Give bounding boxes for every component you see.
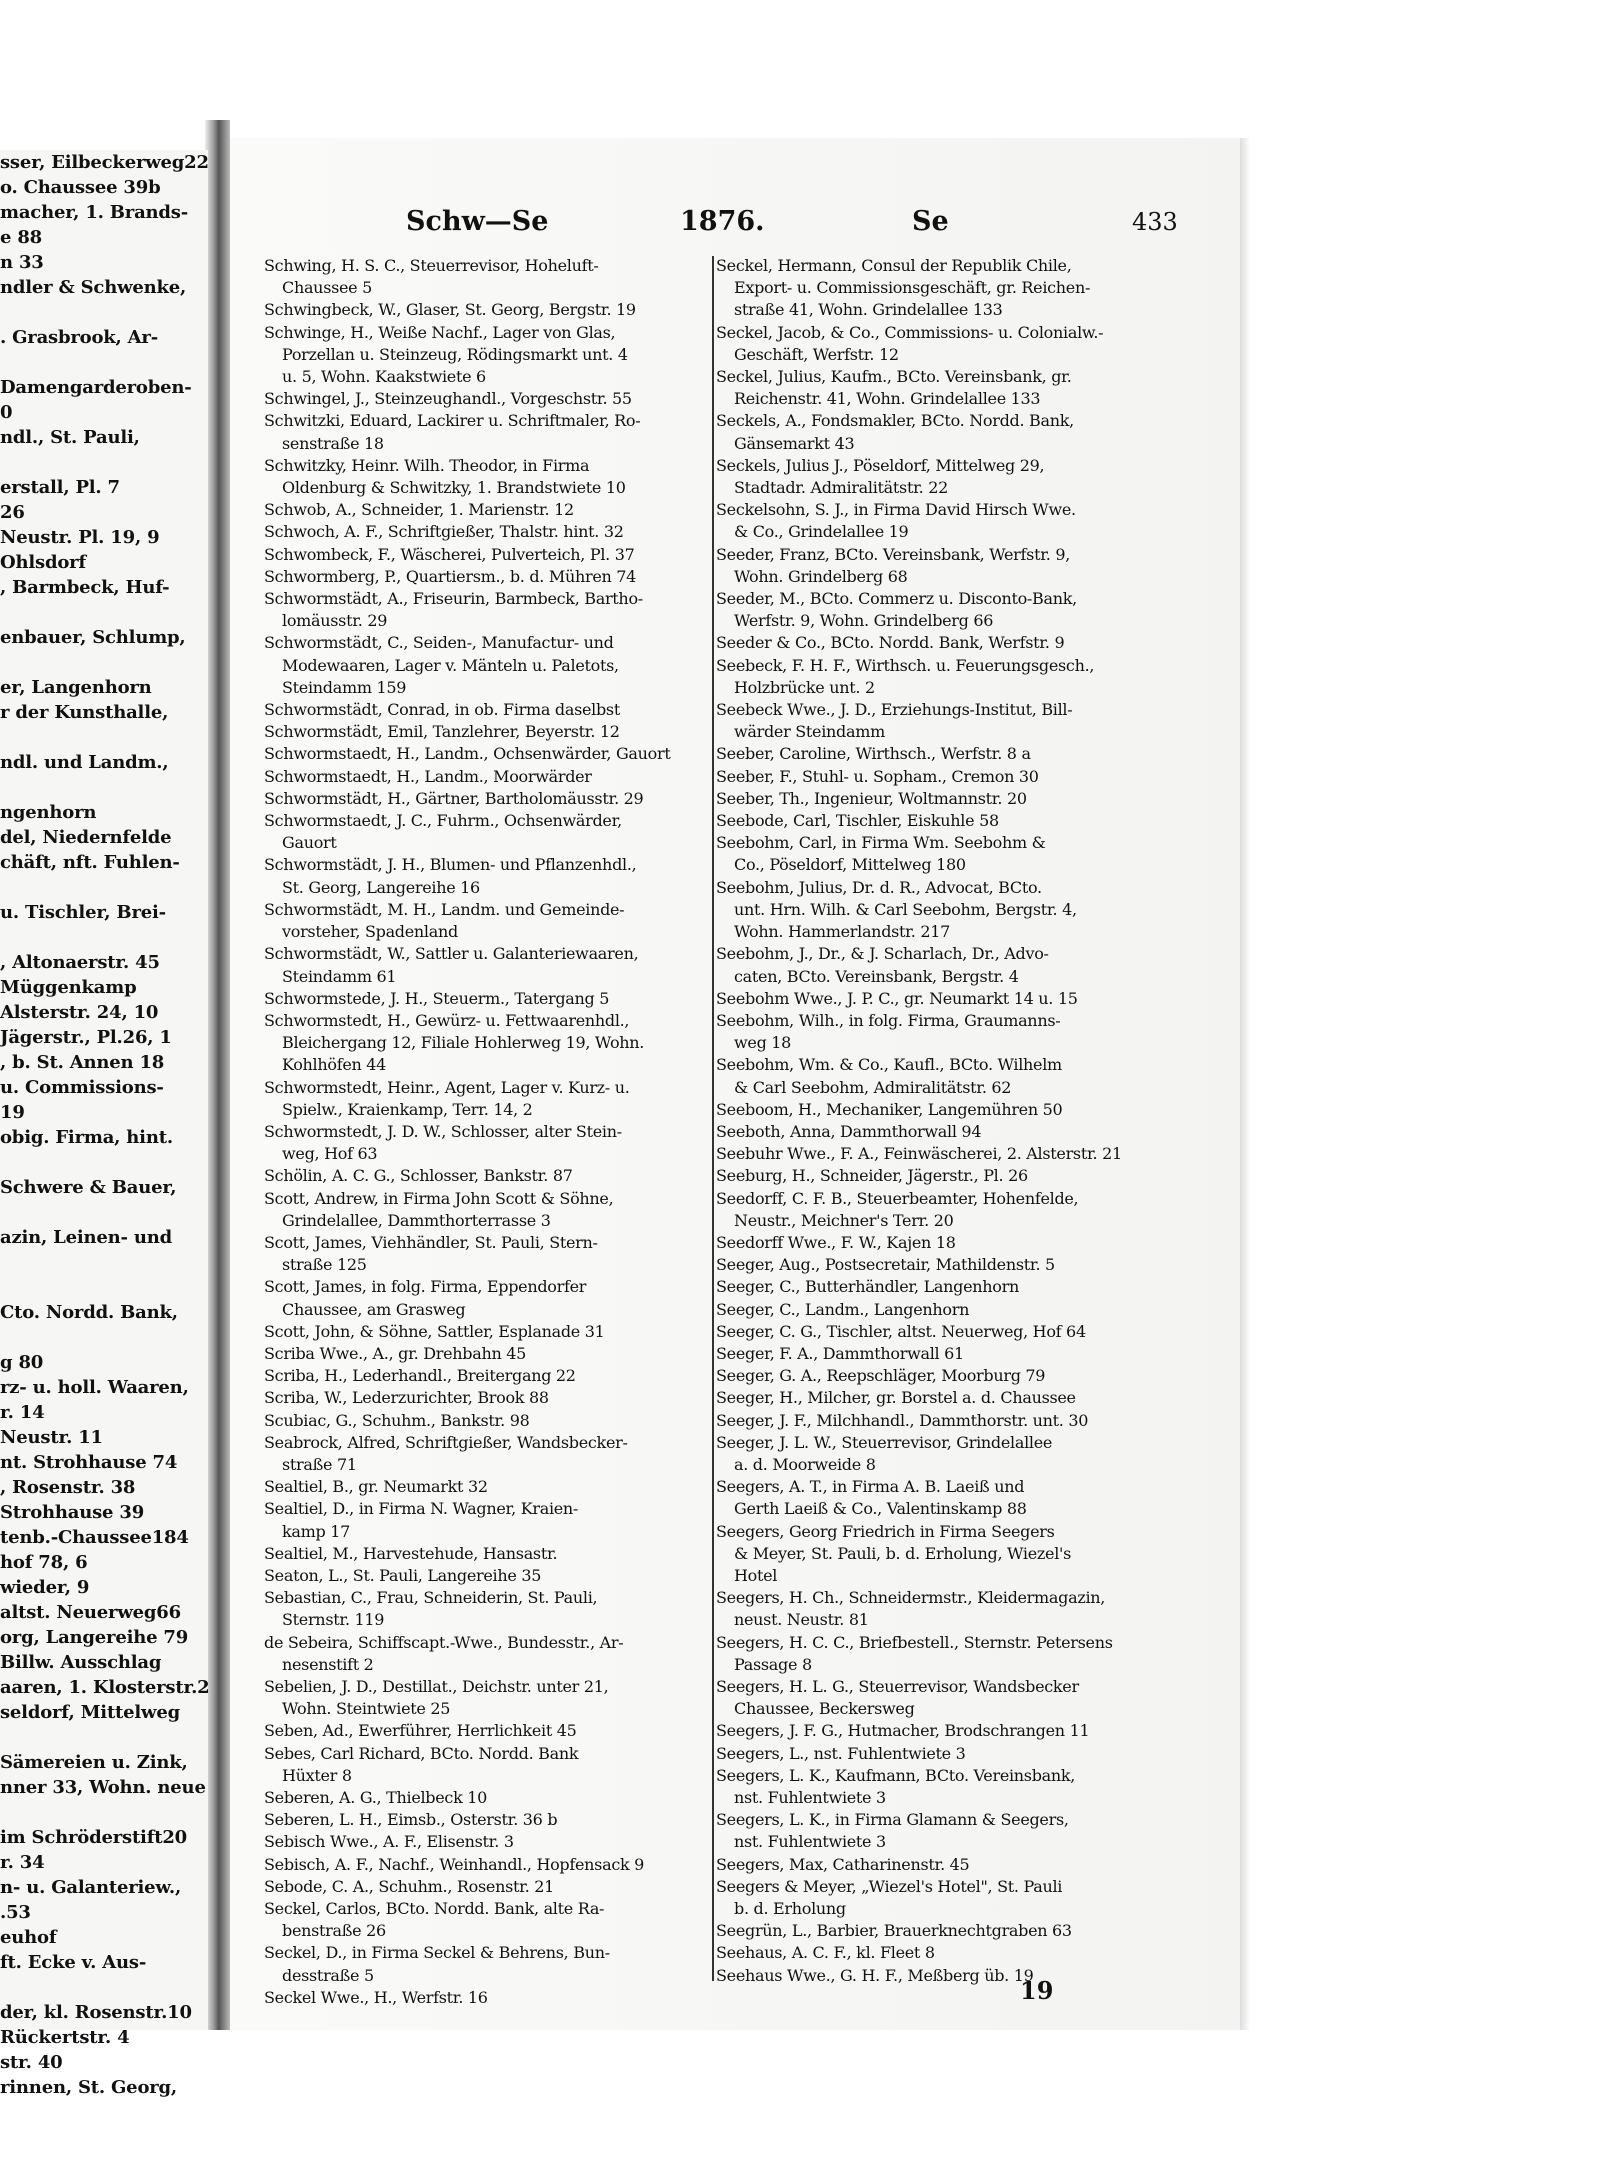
directory-entry-line: weg 18 (734, 1033, 792, 1053)
directory-entry-line: Seebohm, Wilh., in folg. Firma, Graumanns- (716, 1010, 1061, 1030)
directory-entry-line: Grindelallee, Dammthorterrasse 3 (282, 1210, 551, 1230)
directory-entry-line: straße 41, Wohn. Grindelallee 133 (734, 300, 1003, 320)
directory-entry-line: Seckels, A., Fondsmakler, BCto. Nordd. Bank, (716, 411, 1074, 431)
directory-entry-line: Seegrün, L., Barbier, Brauerknechtgraben 63 (716, 1921, 1072, 1941)
directory-entry-line: Schwitzki, Eduard, Lackirer u. Schriftmaler, Ro- (264, 411, 641, 431)
directory-entry-line: Spielw., Kraienkamp, Terr. 14, 2 (282, 1099, 533, 1119)
directory-entry-line: Seckel, Jacob, & Co., Commissions- u. Colonialw.- (716, 322, 1104, 342)
directory-entry-line: Seeboth, Anna, Dammthorwall 94 (716, 1121, 982, 1141)
directory-entry-line: Reichenstr. 41, Wohn. Grindelallee 133 (734, 389, 1041, 409)
left-page-line: , Barmbeck, Huf- (0, 577, 170, 598)
left-page-line: er, Langenhorn (0, 677, 152, 698)
left-page-line: euhof (0, 1927, 57, 1948)
directory-entry-line: neust. Neustr. 81 (734, 1610, 869, 1630)
directory-entry-line: Seeber, F., Stuhl- u. Sopham., Cremon 30 (716, 766, 1039, 786)
directory-entry-line: Scott, John, & Söhne, Sattler, Esplanade 31 (264, 1321, 605, 1341)
directory-entry-line: vorsteher, Spadenland (282, 922, 458, 942)
left-page-line: r. 34 (0, 1852, 45, 1873)
directory-entry-line: Seckels, Julius J., Pöseldorf, Mittelweg 29, (716, 455, 1045, 475)
directory-entry-line: Seegers, H. C. C., Briefbestell., Sternstr. Petersens (716, 1632, 1113, 1652)
directory-entry-line: Seegers, H. L. G., Steuerrevisor, Wandsbecker (716, 1677, 1079, 1696)
directory-entry-line: Seebode, Carl, Tischler, Eiskuhle 58 (716, 811, 999, 831)
directory-entry-line: nst. Fuhlentwiete 3 (734, 1832, 886, 1852)
directory-entry-line: Seegers, A. T., in Firma A. B. Laeiß und (716, 1477, 1025, 1497)
directory-entry-line: Seebuhr Wwe., F. A., Feinwäscherei, 2. Alsterstr. 21 (716, 1144, 1122, 1164)
header-range-right: Se (912, 206, 949, 237)
directory-entry-line: benstraße 26 (282, 1921, 386, 1941)
directory-entry-line: Sebisch, A. F., Nachf., Weinhandl., Hopfensack 9 (264, 1854, 645, 1874)
directory-entry-line: Seeber, Th., Ingenieur, Woltmannstr. 20 (716, 788, 1027, 808)
directory-entry-line: Seegers, Max, Catharinenstr. 45 (716, 1854, 970, 1874)
directory-entry-line: senstraße 18 (282, 433, 384, 453)
directory-entry-line: Oldenburg & Schwitzky, 1. Brandstwiete 10 (282, 478, 626, 498)
directory-entry-line: Gauort (282, 833, 337, 853)
directory-entry-line: Seebohm, Carl, in Firma Wm. Seebohm & (716, 833, 1046, 853)
directory-entry-line: Scott, James, Viehhändler, St. Pauli, Stern- (264, 1232, 598, 1252)
left-page-line: .53 (0, 1902, 31, 1923)
directory-entry-line: Porzellan u. Steinzeug, Rödingsmarkt unt. 4 (282, 344, 628, 364)
left-page-line: u. Commissions- (0, 1077, 164, 1098)
directory-entry-line: Seben, Ad., Ewerführer, Herrlichkeit 45 (264, 1721, 577, 1741)
directory-entry-line: Sternstr. 119 (282, 1610, 385, 1630)
directory-entry-line: Sebelien, J. D., Destillat., Deichstr. unter 21, (264, 1677, 609, 1696)
directory-entry-line: Sealtiel, B., gr. Neumarkt 32 (264, 1477, 488, 1497)
directory-entry-line: Seedorff, C. F. B., Steuerbeamter, Hohenfelde, (716, 1188, 1079, 1208)
left-page-line: del, Niedernfelde (0, 827, 172, 848)
directory-entry-line: Seeber, Caroline, Wirthsch., Werfstr. 8 a (716, 744, 1031, 764)
directory-entry-line: lomäusstr. 29 (282, 611, 388, 631)
left-page-line: seldorf, Mittelweg (0, 1702, 180, 1723)
directory-entry-line: caten, BCto. Vereinsbank, Bergstr. 4 (734, 966, 1019, 986)
directory-entry-line: Kohlhöfen 44 (282, 1055, 387, 1075)
left-page-line: azin, Leinen- und (0, 1227, 173, 1248)
directory-entry-line: Schwormstädt, M. H., Landm. und Gemeinde- (264, 899, 625, 919)
directory-entry-line: Sebes, Carl Richard, BCto. Nordd. Bank (264, 1743, 579, 1763)
left-page-line: str. 40 (0, 2052, 63, 2073)
directory-entry-line: Seckelsohn, S. J., in Firma David Hirsch Wwe. (716, 500, 1076, 520)
directory-entry-line: Sebode, C. A., Schuhm., Rosenstr. 21 (264, 1876, 555, 1896)
directory-entry-line: Neustr., Meichner's Terr. 20 (734, 1210, 954, 1230)
directory-entry-line: de Sebeira, Schiffscapt.-Wwe., Bundesstr., Ar- (264, 1632, 624, 1652)
directory-entry-line: Schwormstädt, W., Sattler u. Galanteriewaaren, (264, 944, 639, 964)
directory-entry-line: & Carl Seebohm, Admiralitätstr. 62 (734, 1077, 1012, 1097)
left-page-line: macher, 1. Brands- (0, 202, 189, 223)
left-page-line: Ohlsdorf (0, 552, 86, 573)
left-page-line: rinnen, St. Georg, (0, 2077, 177, 2098)
left-page-line: 19 (0, 1102, 25, 1123)
directory-entry-line: St. Georg, Langereihe 16 (282, 877, 480, 897)
directory-entry-line: Seckel, Carlos, BCto. Nordd. Bank, alte Ra- (264, 1899, 605, 1919)
directory-entry-line: Seeger, J. F., Milchhandl., Dammthorstr. unt. 30 (716, 1410, 1089, 1430)
left-page-line: n 33 (0, 252, 44, 273)
directory-entry-line: Seehaus Wwe., G. H. F., Meßberg üb. 19 (716, 1965, 1034, 1985)
left-page-line: chäft, nft. Fuhlen- (0, 852, 180, 873)
left-page-line: Neustr. Pl. 19, 9 (0, 527, 160, 548)
directory-entry-line: b. d. Erholung (734, 1899, 846, 1919)
directory-entry-line: Schwormstaedt, J. C., Fuhrm., Ochsenwärder, (264, 811, 622, 831)
directory-entry-line: Schölin, A. C. G., Schlosser, Bankstr. 87 (264, 1166, 573, 1186)
left-page-line: altst. Neuerweg66 (0, 1602, 181, 1623)
left-page-line: n- u. Galanteriew., (0, 1877, 182, 1898)
directory-entry-line: Schwormstedt, Heinr., Agent, Lager v. Kurz- u. (264, 1077, 630, 1097)
directory-entry-line: Schwing, H. S. C., Steuerrevisor, Hoheluft- (264, 256, 599, 275)
left-column (264, 255, 734, 2009)
left-page-line: erstall, Pl. 7 (0, 477, 120, 498)
directory-entry-line: Steindamm 61 (282, 966, 397, 986)
left-page-line: im Schröderstift20 (0, 1827, 187, 1848)
left-page-line: , Altonaerstr. 45 (0, 952, 160, 973)
directory-entry-line: Seeger, Aug., Postsecretair, Mathildenstr. 5 (716, 1255, 1055, 1275)
directory-entry-line: Schwingel, J., Steinzeughandl., Vorgeschstr. 55 (264, 389, 632, 409)
directory-entry-line: Schwormstädt, H., Gärtner, Bartholomäusstr. 29 (264, 788, 644, 808)
left-page-line: Müggenkamp (0, 977, 137, 998)
directory-entry-line: Steindamm 159 (282, 677, 407, 697)
left-page-line: ngenhorn (0, 802, 97, 823)
directory-entry-line: Hüxter 8 (282, 1765, 352, 1785)
left-page-line: wieder, 9 (0, 1577, 90, 1598)
directory-entry-line: Seckel, Hermann, Consul der Republik Chile, (716, 256, 1072, 275)
left-page-line: . Grasbrook, Ar- (0, 327, 158, 348)
left-page-line: 0 (0, 402, 13, 423)
left-page-line: Schwere & Bauer, (0, 1177, 177, 1198)
directory-entry-line: Seckel, Julius, Kaufm., BCto. Vereinsbank, gr. (716, 367, 1072, 387)
directory-entry-line: Modewaaren, Lager v. Mänteln u. Paletots, (282, 655, 619, 675)
directory-entry-line: unt. Hrn. Wilh. & Carl Seebohm, Bergstr. 4, (734, 899, 1077, 919)
directory-entry-line: Scriba, H., Lederhandl., Breitergang 22 (264, 1366, 576, 1386)
directory-entry-line: Scott, Andrew, in Firma John Scott & Söhne, (264, 1188, 614, 1208)
left-page-line: obig. Firma, hint. (0, 1127, 173, 1148)
directory-entry-line: Seeger, J. L. W., Steuerrevisor, Grindelallee (716, 1432, 1053, 1452)
directory-entry-line: Schwormstädt, Emil, Tanzlehrer, Beyerstr. 12 (264, 722, 620, 742)
left-page-line: sser, Eilbeckerweg22 (0, 152, 209, 173)
page (230, 138, 1246, 2030)
directory-entry-line: Co., Pöseldorf, Mittelweg 180 (734, 855, 966, 875)
directory-entry-line: Schwormstädt, Conrad, in ob. Firma daselbst (264, 700, 620, 720)
directory-entry-line: Sealtiel, M., Harvestehude, Hansastr. (264, 1543, 558, 1563)
page-edge (1240, 138, 1250, 2030)
left-page-line: 26 (0, 502, 25, 523)
left-page-line: Alsterstr. 24, 10 (0, 1002, 159, 1023)
left-page-fragment (0, 150, 210, 2098)
gutter (205, 120, 230, 2030)
directory-entry-line: Seckel Wwe., H., Werfstr. 16 (264, 1987, 488, 2007)
left-page-line: r der Kunsthalle, (0, 702, 169, 723)
left-page-line: Sämereien u. Zink, (0, 1752, 188, 1773)
left-page-line: ndl. und Landm., (0, 752, 169, 773)
directory-entry-line: Schwormstädt, A., Friseurin, Barmbeck, Bartho- (264, 589, 643, 609)
directory-entry-line: Seabrock, Alfred, Schriftgießer, Wandsbecker- (264, 1432, 628, 1452)
directory-entry-line: Schwoch, A. F., Schriftgießer, Thalstr. hint. 32 (264, 522, 624, 542)
directory-entry-line: Schwombeck, F., Wäscherei, Pulverteich, Pl. 37 (264, 544, 635, 564)
left-page-line: Strohhause 39 (0, 1502, 145, 1523)
directory-entry-line: Seegers & Meyer, „Wiezel's Hotel", St. Pauli (716, 1876, 1063, 1896)
directory-entry-line: Seebeck Wwe., J. D., Erziehungs-Institut, Bill- (716, 700, 1073, 720)
directory-entry-line: weg, Hof 63 (282, 1144, 378, 1164)
directory-entry-line: Seeger, F. A., Dammthorwall 61 (716, 1343, 964, 1363)
directory-entry-line: Seedorff Wwe., F. W., Kajen 18 (716, 1232, 956, 1252)
directory-entry-line: & Co., Grindelallee 19 (734, 522, 909, 542)
directory-entry-line: Schwitzky, Heinr. Wilh. Theodor, in Firma (264, 455, 590, 475)
left-page-line: ndl., St. Pauli, (0, 427, 140, 448)
directory-entry-line: Gerth Laeiß & Co., Valentinskamp 88 (734, 1499, 1027, 1519)
directory-entry-line: Seegers, Georg Friedrich in Firma Seegers (716, 1521, 1055, 1541)
directory-entry-line: Geschäft, Werfstr. 12 (734, 344, 899, 364)
directory-entry-line: wärder Steindamm (734, 722, 885, 742)
directory-entry-line: Chaussee, Beckersweg (734, 1699, 915, 1719)
directory-entry-line: Seeger, C. G., Tischler, altst. Neuerweg, Hof 64 (716, 1321, 1086, 1341)
left-page-line: u. Tischler, Brei- (0, 902, 166, 923)
directory-entry-line: a. d. Moorweide 8 (734, 1454, 876, 1474)
left-page-line: ft. Ecke v. Aus- (0, 1952, 147, 1973)
directory-entry-line: straße 125 (282, 1255, 367, 1275)
directory-entry-line: Schwormstädt, J. H., Blumen- und Pflanzenhdl., (264, 855, 637, 875)
directory-entry-line: Schwingbeck, W., Glaser, St. Georg, Bergstr. 19 (264, 300, 636, 320)
directory-entry-line: Seebohm, J., Dr., & J. Scharlach, Dr., Advo- (716, 944, 1049, 964)
left-page-line: Cto. Nordd. Bank, (0, 1302, 178, 1323)
directory-entry-line: Schwormstaedt, H., Landm., Ochsenwärder, Gauort (264, 744, 671, 764)
directory-entry-line: Wohn. Grindelberg 68 (734, 566, 908, 586)
directory-entry-line: Wohn. Hammerlandstr. 217 (734, 922, 950, 942)
left-page-line: ndler & Schwenke, (0, 277, 187, 298)
directory-entry-line: kamp 17 (282, 1521, 350, 1541)
page-header (230, 206, 1246, 248)
signature-mark: 19 (1020, 1976, 1054, 2005)
header-range-left: Schw—Se (406, 206, 549, 237)
left-page-line: , b. St. Annen 18 (0, 1052, 165, 1073)
directory-entry-line: Gänsemarkt 43 (734, 433, 855, 453)
directory-entry-line: nesenstift 2 (282, 1654, 374, 1674)
directory-entry-line: Seberen, L. H., Eimsb., Osterstr. 36 b (264, 1810, 558, 1830)
left-page-line: Rückertstr. 4 (0, 2027, 130, 2048)
directory-entry-line: u. 5, Wohn. Kaakstwiete 6 (282, 367, 486, 387)
directory-entry-line: Holzbrücke unt. 2 (734, 677, 875, 697)
directory-entry-line: Seebohm Wwe., J. P. C., gr. Neumarkt 14 u. 15 (716, 988, 1078, 1008)
left-page-line: nner 33, Wohn. neue (0, 1777, 206, 1798)
directory-entry-line: Bleichergang 12, Filiale Hohlerweg 19, Wohn. (282, 1033, 645, 1053)
directory-entry-line: Seeger, H., Milcher, gr. Borstel a. d. Chaussee (716, 1388, 1076, 1408)
directory-entry-line: Seberen, A. G., Thielbeck 10 (264, 1788, 488, 1808)
directory-entry-line: Seeboom, H., Mechaniker, Langemühren 50 (716, 1099, 1063, 1119)
header-year: 1876. (680, 206, 765, 237)
left-page-line: tenb.-Chaussee184 (0, 1527, 189, 1548)
directory-entry-line: Seeger, C., Landm., Langenhorn (716, 1299, 970, 1319)
directory-entry-line: Seeder & Co., BCto. Nordd. Bank, Werfstr. 9 (716, 633, 1065, 653)
directory-entry-line: Schwormstedt, H., Gewürz- u. Fettwaarenhdl., (264, 1010, 630, 1030)
left-page-line: hof 78, 6 (0, 1552, 88, 1573)
directory-entry-line: Stadtadr. Admiralitätstr. 22 (734, 478, 949, 498)
directory-entry-line: Seegers, J. F. G., Hutmacher, Brodschrangen 11 (716, 1721, 1090, 1741)
left-page-line: e 88 (0, 227, 42, 248)
left-page-line: Billw. Ausschlag (0, 1652, 162, 1673)
directory-entry-line: Schwormstädt, C., Seiden-, Manufactur- und (264, 633, 614, 653)
directory-entry-line: desstraße 5 (282, 1965, 374, 1985)
left-page-line: enbauer, Schlump, (0, 627, 186, 648)
left-page-line: org, Langereihe 79 (0, 1627, 189, 1648)
left-page-line: aaren, 1. Klosterstr.2 (0, 1677, 210, 1698)
directory-entry-line: Passage 8 (734, 1654, 812, 1674)
directory-entry-line: Seeder, Franz, BCto. Vereinsbank, Werfstr. 9, (716, 544, 1071, 564)
left-page-line: , Rosenstr. 38 (0, 1477, 136, 1498)
directory-entry-line: Wohn. Steintwiete 25 (282, 1699, 451, 1719)
directory-entry-line: Sealtiel, D., in Firma N. Wagner, Kraien- (264, 1499, 579, 1519)
directory-entry-line: Seegers, L. K., Kaufmann, BCto. Vereinsbank, (716, 1765, 1076, 1785)
directory-entry-line: & Meyer, St. Pauli, b. d. Erholung, Wiezel's (734, 1543, 1072, 1563)
left-page-line: Neustr. 11 (0, 1427, 103, 1448)
left-page-line: Damengarderoben- (0, 377, 192, 398)
directory-entry-line: Werfstr. 9, Wohn. Grindelberg 66 (734, 611, 994, 631)
directory-entry-line: Seckel, D., in Firma Seckel & Behrens, Bun- (264, 1943, 610, 1963)
directory-entry-line: Schwormberg, P., Quartiersm., b. d. Mühren 74 (264, 566, 637, 586)
directory-entry-line: Scubiac, G., Schuhm., Bankstr. 98 (264, 1410, 530, 1430)
directory-entry-line: Seeder, M., BCto. Commerz u. Disconto-Bank, (716, 589, 1077, 609)
left-page-line: o. Chaussee 39b (0, 177, 161, 198)
left-page-line: der, kl. Rosenstr.10 (0, 2002, 192, 2023)
directory-entry-line: Chaussee 5 (282, 278, 373, 298)
directory-entry-line: Sebisch Wwe., A. F., Elisenstr. 3 (264, 1832, 514, 1852)
directory-entry-line: Seebeck, F. H. F., Wirthsch. u. Feuerungsgesch., (716, 655, 1095, 675)
directory-entry-line: Seegers, L. K., in Firma Glamann & Seegers, (716, 1810, 1069, 1830)
left-page-line: nt. Strohhause 74 (0, 1452, 178, 1473)
directory-entry-line: Seegers, H. Ch., Schneidermstr., Kleidermagazin, (716, 1588, 1106, 1608)
directory-entry-line: Sebastian, C., Frau, Schneiderin, St. Pauli, (264, 1588, 598, 1608)
directory-entry-line: Seeger, C., Butterhändler, Langenhorn (716, 1277, 1019, 1297)
directory-entry-line: Seebohm, Julius, Dr. d. R., Advocat, BCto. (716, 877, 1042, 897)
right-column (716, 255, 1186, 1987)
directory-entry-line: Schwormstedt, J. D. W., Schlosser, alter Stein- (264, 1121, 622, 1141)
directory-entry-line: Schwob, A., Schneider, 1. Marienstr. 12 (264, 500, 574, 520)
directory-entry-line: Schwormstede, J. H., Steuerm., Tatergang 5 (264, 988, 610, 1008)
directory-entry-line: Schwinge, H., Weiße Nachf., Lager von Glas, (264, 322, 616, 342)
directory-entry-line: Seehaus, A. C. F., kl. Fleet 8 (716, 1943, 935, 1963)
directory-entry-line: Seeger, G. A., Reepschläger, Moorburg 79 (716, 1366, 1046, 1386)
page-number: 433 (1132, 208, 1178, 236)
left-page-line: rz- u. holl. Waaren, (0, 1377, 189, 1398)
directory-entry-line: Seaton, L., St. Pauli, Langereihe 35 (264, 1565, 542, 1585)
directory-entry-line: Seegers, L., nst. Fuhlentwiete 3 (716, 1743, 966, 1763)
directory-entry-line: Scriba, W., Lederzurichter, Brook 88 (264, 1388, 549, 1408)
directory-entry-line: nst. Fuhlentwiete 3 (734, 1788, 886, 1808)
directory-entry-line: Seeburg, H., Schneider, Jägerstr., Pl. 26 (716, 1166, 1028, 1186)
directory-entry-line: Seebohm, Wm. & Co., Kaufl., BCto. Wilhelm (716, 1055, 1062, 1075)
directory-entry-line: Chaussee, am Grasweg (282, 1299, 466, 1319)
left-page-line: r. 14 (0, 1402, 45, 1423)
left-page-line: Jägerstr., Pl.26, 1 (0, 1027, 172, 1048)
directory-entry-line: Scriba Wwe., A., gr. Drehbahn 45 (264, 1343, 527, 1363)
directory-entry-line: Scott, James, in folg. Firma, Eppendorfer (264, 1277, 587, 1297)
directory-entry-line: Hotel (734, 1565, 778, 1585)
left-page-line: g 80 (0, 1352, 44, 1373)
directory-entry-line: straße 71 (282, 1454, 357, 1474)
directory-entry-line: Schwormstaedt, H., Landm., Moorwärder (264, 766, 592, 786)
directory-entry-line: Export- u. Commissionsgeschäft, gr. Reichen- (734, 278, 1091, 298)
